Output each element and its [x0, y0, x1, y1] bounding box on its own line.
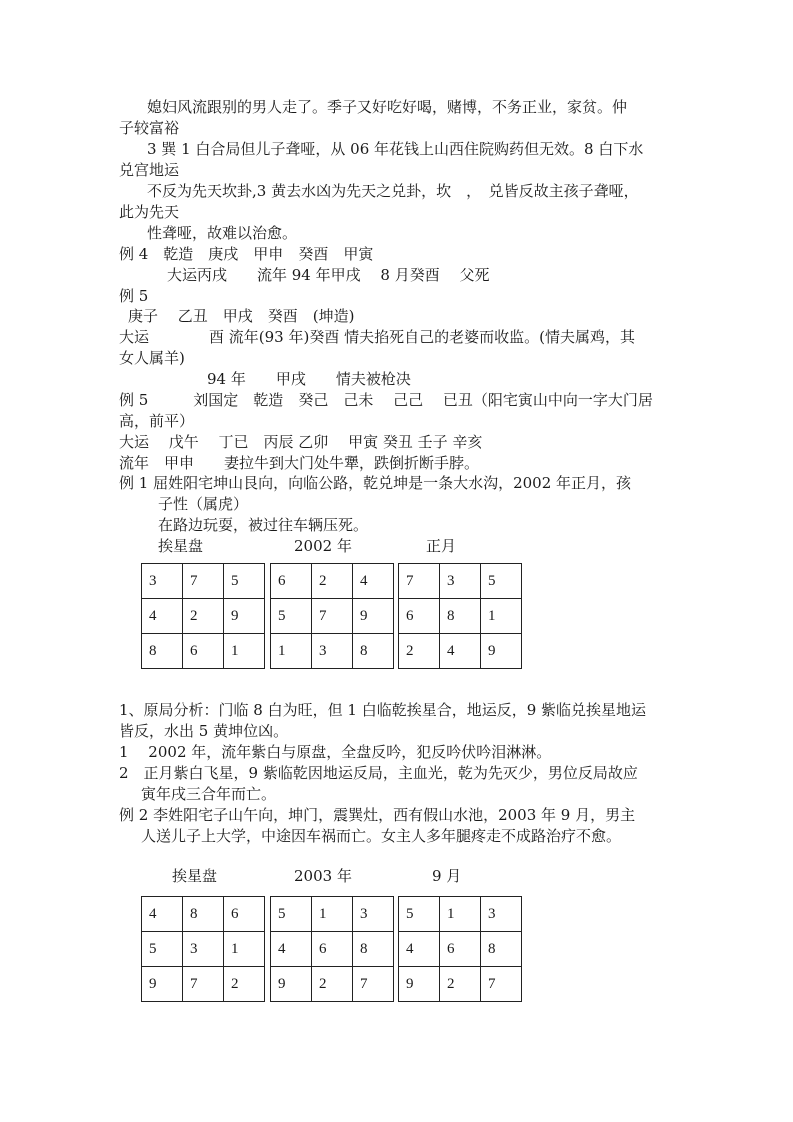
- grid-cell: 7: [183, 967, 224, 1002]
- grid-cell: 9: [399, 967, 440, 1002]
- grid-cell: 3: [183, 932, 224, 967]
- text-line: 媳妇风流跟别的男人走了。季子又好吃好喝，赌博，不务正业，家贫。仲: [147, 98, 628, 116]
- text-line: 人送儿子上大学，中途因车祸而亡。女主人多年腿疼走不成路治疗不愈。: [141, 827, 622, 845]
- grid-label: 正月: [426, 537, 457, 555]
- grid-cell: 3: [142, 564, 183, 599]
- text-line: 庚子 乙丑 甲戌 癸酉 (坤造): [128, 307, 355, 325]
- month-chart-grid: [398, 896, 522, 1002]
- text-line: 性聋哑，故难以治愈。: [147, 224, 298, 242]
- text-line: 皆反，水出 5 黄坤位凶。: [119, 722, 289, 740]
- grid-cell: 4: [353, 564, 394, 599]
- grid-cell: 8: [183, 897, 224, 932]
- text-line: 高，前平）: [119, 412, 195, 430]
- text-line: 94 年 甲戌 情夫被枪决: [207, 370, 411, 388]
- year-chart-grid: [270, 896, 394, 1002]
- grid-cell: 9: [224, 599, 265, 634]
- grid-cell: 1: [224, 932, 265, 967]
- grid-cell: 5: [224, 564, 265, 599]
- grid-cell: 7: [312, 599, 353, 634]
- text-line: 大运 戊午 丁已 丙辰 乙卯 甲寅 癸丑 壬子 辛亥: [119, 433, 483, 451]
- grid-cell: 2: [312, 564, 353, 599]
- star-chart-grid: [141, 896, 265, 1002]
- grid-cell: 8: [142, 634, 183, 669]
- grid-cell: 6: [440, 932, 481, 967]
- grid-cell: 9: [481, 634, 522, 669]
- text-line: 例 4 乾造 庚戌 甲申 癸酉 甲寅: [119, 245, 374, 263]
- grid-cell: 6: [271, 564, 312, 599]
- grid-cell: 5: [271, 599, 312, 634]
- grid-cell: 7: [399, 564, 440, 599]
- grid-label: 挨星盘: [172, 867, 218, 885]
- text-line: 例 1 屈姓阳宅坤山艮向，向临公路，乾兑坤是一条大水沟，2002 年正月，孩: [119, 474, 632, 492]
- grid-cell: 4: [271, 932, 312, 967]
- grid-cell: 7: [353, 967, 394, 1002]
- grid-cell: 1: [481, 599, 522, 634]
- grid-cell: 6: [183, 634, 224, 669]
- grid-cell: 6: [312, 932, 353, 967]
- grid-label: 2002 年: [294, 537, 352, 555]
- grid-cell: 9: [271, 967, 312, 1002]
- grid-cell: 4: [399, 932, 440, 967]
- grid-label: 2003 年: [294, 867, 352, 885]
- text-line: 寅年戌三合年而亡。: [141, 785, 277, 803]
- grid-cell: 2: [224, 967, 265, 1002]
- grid-cell: 5: [142, 932, 183, 967]
- text-line: 大运 酉 流年(93 年)癸酉 情夫掐死自己的老婆而收监。(情夫属鸡，其: [119, 328, 635, 346]
- grid-cell: 4: [440, 634, 481, 669]
- text-line: 大运丙戌 流年 94 年甲戌 8 月癸酉 父死: [167, 266, 490, 284]
- grid-cell: 5: [271, 897, 312, 932]
- grid-cell: 4: [142, 897, 183, 932]
- text-line: 子较富裕: [119, 119, 180, 137]
- grid-cell: 1: [312, 897, 353, 932]
- grid-cell: 6: [224, 897, 265, 932]
- grid-cell: 3: [440, 564, 481, 599]
- star-chart-grid: [141, 563, 265, 669]
- text-line: 例 5: [119, 287, 149, 305]
- text-line: 此为先天: [119, 203, 180, 221]
- grid-cell: 5: [399, 897, 440, 932]
- grid-cell: 7: [481, 967, 522, 1002]
- grid-cell: 1: [440, 897, 481, 932]
- grid-cell: 2: [440, 967, 481, 1002]
- grid-cell: 9: [353, 599, 394, 634]
- grid-cell: 8: [481, 932, 522, 967]
- grid-cell: 2: [399, 634, 440, 669]
- grid-cell: 3: [353, 897, 394, 932]
- grid-cell: 4: [142, 599, 183, 634]
- text-line: 例 2 李姓阳宅子山午向，坤门，震巽灶，西有假山水池，2003 年 9 月，男主: [119, 806, 636, 824]
- grid-cell: 1: [271, 634, 312, 669]
- text-line: 不反为先天坎卦,3 黄去水凶为先天之兑卦，坎 ， 兑皆反故主孩子聋哑，: [147, 182, 639, 200]
- month-chart-grid: [398, 563, 522, 669]
- grid-cell: 8: [353, 932, 394, 967]
- grid-cell: 9: [142, 967, 183, 1002]
- grid-cell: 8: [353, 634, 394, 669]
- text-line: 女人属羊): [119, 349, 185, 367]
- text-line: 流年 甲申 妻拉牛到大门处牛犟，跌倒折断手脖。: [119, 454, 480, 472]
- text-line: 3 巽 1 白合局但儿子聋哑，从 06 年花钱上山西住院购药但无效。8 白下水: [147, 140, 644, 158]
- text-line: 1 2002 年，流年紫白与原盘，全盘反吟，犯反吟伏吟泪淋淋。: [119, 743, 552, 761]
- text-line: 1、原局分析：门临 8 白为旺，但 1 白临乾挨星合，地运反，9 紫临兑挨星地运: [119, 701, 647, 719]
- grid-label: 挨星盘: [158, 537, 204, 555]
- grid-cell: 1: [224, 634, 265, 669]
- year-chart-grid: [270, 563, 394, 669]
- text-line: 在路边玩耍，被过往车辆压死。: [158, 516, 369, 534]
- grid-cell: 2: [183, 599, 224, 634]
- text-line: 子性（属虎）: [158, 495, 249, 513]
- grid-cell: 8: [440, 599, 481, 634]
- grid-cell: 3: [312, 634, 353, 669]
- text-line: 兑宫地运: [119, 161, 180, 179]
- grid-cell: 5: [481, 564, 522, 599]
- grid-cell: 2: [312, 967, 353, 1002]
- grid-label: 9 月: [432, 867, 462, 885]
- grid-cell: 7: [183, 564, 224, 599]
- text-line: 2 正月紫白飞星，9 紫临乾因地运反局，主血光，乾为先灭少，男位反局故应: [119, 764, 638, 782]
- grid-cell: 6: [399, 599, 440, 634]
- grid-cell: 3: [481, 897, 522, 932]
- text-line: 例 5 刘国定 乾造 癸己 己未 己己 已丑（阳宅寅山中向一字大门居: [119, 391, 653, 409]
